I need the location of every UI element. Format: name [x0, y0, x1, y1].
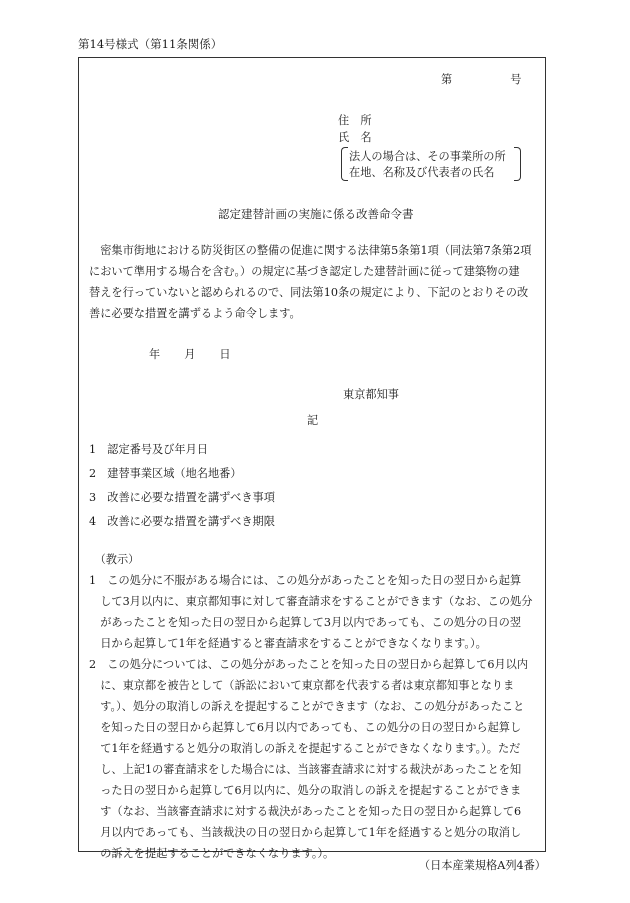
- document-title: 認定建替計画の実施に係る改善命令書: [218, 207, 414, 221]
- body-line: 密集市街地における防災街区の整備の促進に関する法律第5条第1項（同法第7条第2項: [89, 244, 532, 257]
- corporate-note: [341, 147, 521, 181]
- kyouji-line: 1 この処分に不服がある場合には、この処分があったことを知った日の翌日から起算: [89, 574, 522, 587]
- kyouji-line: った日の翌日から起算して6月以内に、処分の取消しの訴えを提起することができま: [89, 784, 522, 797]
- kyouji-line: 日から起算して1年を経過すると審査請求をすることができなくなります。）。: [89, 637, 487, 650]
- right-bracket: [514, 147, 521, 181]
- form-number-label: 第14号様式（第11条関係）: [78, 37, 223, 51]
- kyouji-line: の訴えを提起することができなくなります。）。: [89, 847, 335, 860]
- corporate-note-line-2: 在地、名称及び代表者の氏名: [349, 166, 495, 179]
- corporate-note-line-1: 法人の場合は、その事業所の所: [349, 150, 506, 163]
- list-item: 2 建替事業区域（地名地番）: [89, 467, 242, 480]
- kyouji-line: を知った日の翌日から起算して6月以内であっても、この処分の日の翌日から起算し: [89, 721, 522, 734]
- paper-size-footer: （日本産業規格A列4番）: [418, 859, 546, 872]
- kyouji-line: に、東京都を被告として（訴訟において東京都を代表する者は東京都知事となりま: [89, 679, 515, 692]
- kyouji-line: 月以内であっても、当該裁決の日の翌日から起算して1年を経過すると処分の取消し: [89, 826, 522, 839]
- list-item: 3 改善に必要な措置を講ずべき事項: [89, 491, 275, 504]
- list-item: 1 認定番号及び年月日: [89, 443, 208, 456]
- kyouji-line: す（なお、当該審査請求に対する裁決があったことを知った日の翌日から起算して6: [89, 805, 522, 818]
- ki-heading: 記: [307, 414, 319, 427]
- address-label: 住 所: [338, 114, 372, 127]
- name-label: 氏 名: [338, 131, 372, 144]
- kyouji-line: があったことを知った日の翌日から起算して3月以内であっても、この処分の日の翌: [89, 616, 522, 629]
- date-line: [149, 346, 231, 362]
- body-line: 替えを行っていないと認められるので、同法第10条の規定により、下記のとおりその改: [89, 286, 529, 299]
- left-bracket: [341, 147, 348, 181]
- number-suffix: 号: [510, 73, 522, 86]
- list-item: 4 改善に必要な措置を講ずべき期限: [89, 515, 275, 528]
- body-line: 善に必要な措置を講ずるよう命令します。: [89, 307, 301, 320]
- date-day: 日: [219, 348, 231, 361]
- date-year: 年: [149, 348, 161, 361]
- body-line: において準用する場合を含む。）の規定に基づき認定した建替計画に従って建築物の建: [89, 265, 520, 278]
- kyouji-line: して3月以内に、東京都知事に対して審査請求をすることができます（なお、この処分: [89, 595, 533, 608]
- number-prefix: 第: [441, 73, 453, 86]
- kyouji-line: 2 この処分については、この処分があったことを知った日の翌日から起算して6月以内: [89, 658, 529, 671]
- date-month: 月: [184, 348, 196, 361]
- issuer: 東京都知事: [343, 388, 399, 401]
- kyouji-line: す。）、処分の取消しの訴えを提起することができます（なお、この処分があったこと: [89, 700, 525, 713]
- document-number-line: [441, 71, 521, 87]
- kyouji-line: て1年を経過すると処分の取消しの訴えを提起することができなくなります。）。ただ: [89, 742, 521, 755]
- kyouji-line: し、上記1の審査請求をした場合には、当該審査請求に対する裁決があったことを知: [89, 763, 522, 776]
- kyouji-heading: （教示）: [89, 553, 140, 566]
